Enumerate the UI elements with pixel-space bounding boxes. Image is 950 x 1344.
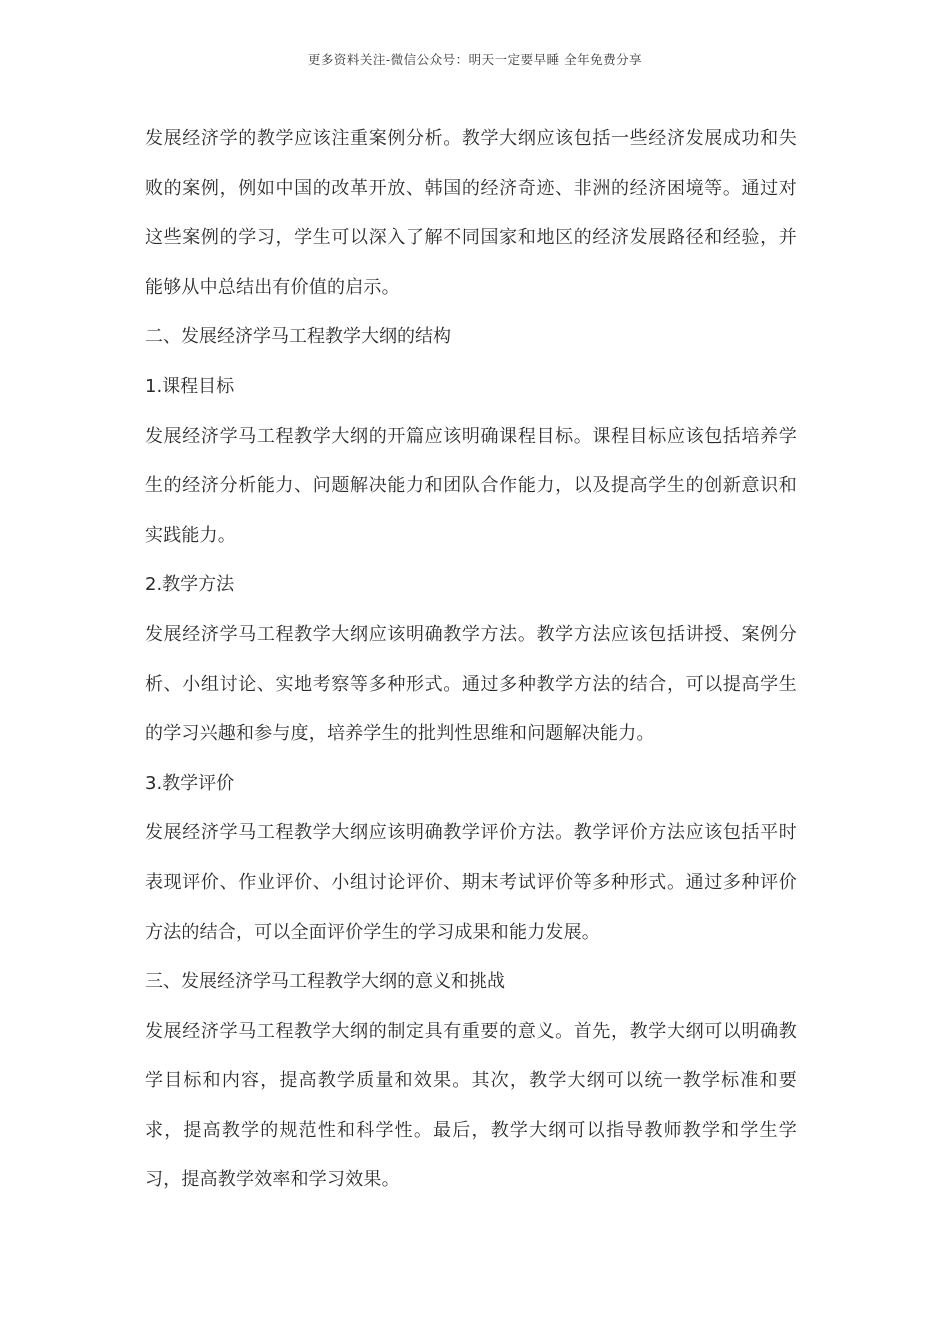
document-body [145,114,797,1205]
section-heading-significance: 三、发展经济学马工程教学大纲的意义和挑战 [145,971,505,993]
paragraph-teaching-methods: 发展经济学马工程教学大纲应该明确教学方法。教学方法应该包括讲授、案例分析、小组讨论、实地考察等多种形式。通过多种教学方法的结合，可以提高学生的学习兴趣和参与度，培养学生的批判性思维和问题解决能力。 [145,623,797,745]
subheading-teaching-evaluation: 3.教学评价 [145,772,235,794]
paragraph-teaching-evaluation: 发展经济学马工程教学大纲应该明确教学评价方法。教学评价方法应该包括平时表现评价、作业评价、小组讨论评价、期末考试评价等多种形式。通过多种评价方法的结合，可以全面评价学生的学习成果和能力发展。 [145,822,797,943]
paragraph-significance: 发展经济学马工程教学大纲的制定具有重要的意义。首先，教学大纲可以明确教学目标和内容，提高教学质量和效果。其次，教学大纲可以统一教学标准和要求，提高教学的规范性和科学性。最后，教学大纲可以指导教师教学和学生学习，提高教学效率和学习效果。 [145,1020,797,1191]
paragraph-case-analysis: 发展经济学的教学应该注重案例分析。教学大纲应该包括一些经济发展成功和失败的案例，例如中国的改革开放、韩国的经济奇迹、非洲的经济困境等。通过对这些案例的学习，学生可以深入了解不同国家和地区的经济发展路径和经验，并能够从中总结出有价值的启示。 [145,128,797,298]
subheading-course-objectives: 1.课程目标 [145,375,235,397]
paragraph-course-objectives: 发展经济学马工程教学大纲的开篇应该明确课程目标。课程目标应该包括培养学生的经济分析能力、问题解决能力和团队合作能力，以及提高学生的创新意识和实践能力。 [145,425,797,546]
subheading-teaching-methods: 2.教学方法 [145,574,235,596]
header-note: 更多资料关注-微信公众号：明天一定要早睡 全年免费分享 [307,52,643,67]
section-heading-structure: 二、发展经济学马工程教学大纲的结构 [145,326,451,348]
